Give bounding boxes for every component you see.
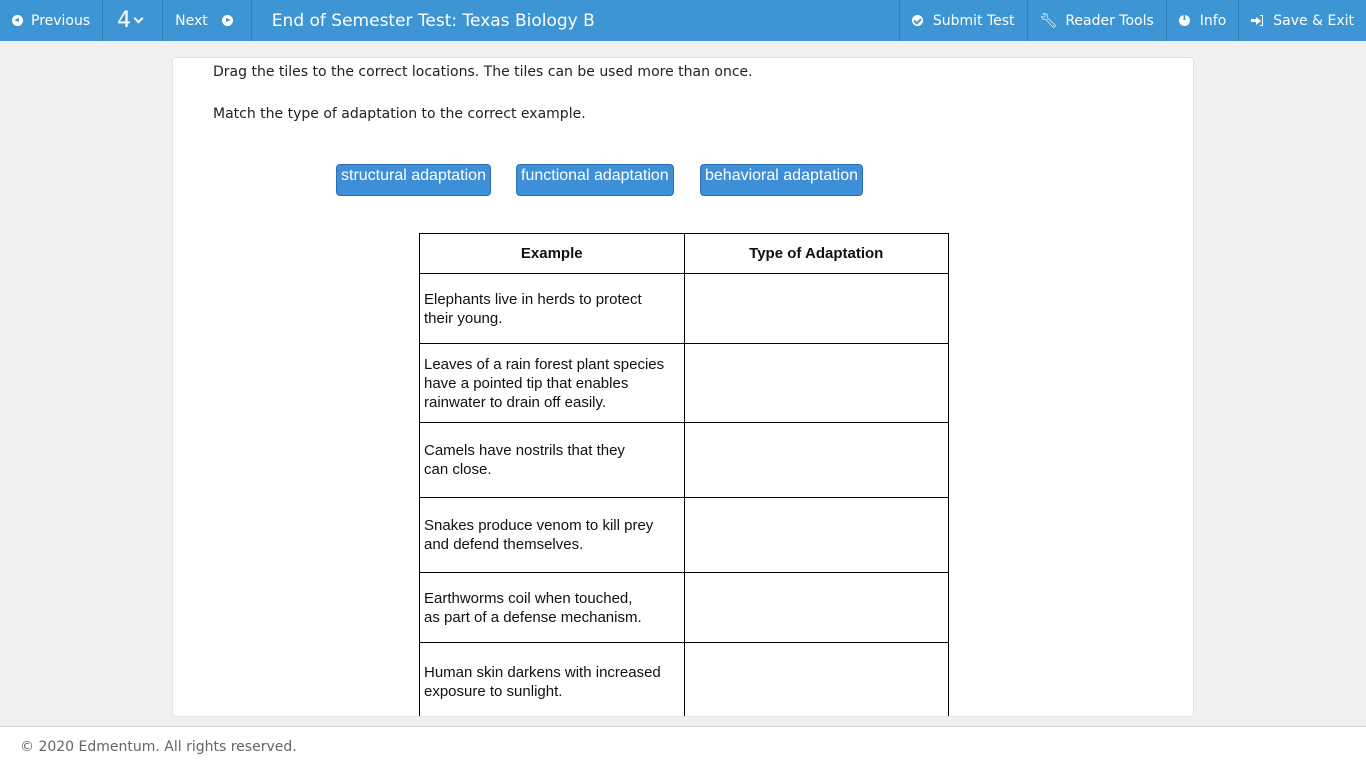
question-number: 4 <box>117 8 132 33</box>
header-type-of-adaptation: Type of Adaptation <box>684 234 949 274</box>
table-header-row <box>420 234 949 274</box>
example-line: Camels have nostrils that they <box>424 442 625 459</box>
next-button[interactable] <box>163 0 252 41</box>
drop-zone[interactable] <box>684 573 949 643</box>
previous-button[interactable] <box>0 0 103 41</box>
drop-zone[interactable] <box>684 274 949 344</box>
example-line: their young. <box>424 309 503 327</box>
submit-test-label: Submit Test <box>932 12 1015 29</box>
table-row <box>420 498 949 573</box>
question-panel <box>172 57 1194 717</box>
previous-label: Previous <box>31 12 91 29</box>
example-line: and defend themselves. <box>424 536 584 553</box>
copyright-text: © 2020 Edmentum. All rights reserved. <box>20 739 297 755</box>
example-cell <box>420 274 685 344</box>
check-circle-icon <box>912 15 923 26</box>
info-icon <box>1179 15 1190 26</box>
tile-functional-adaptation[interactable]: functional adaptation <box>516 164 674 196</box>
wrench-icon: 🔧︎ <box>1039 12 1058 29</box>
top-toolbar <box>0 0 1366 41</box>
example-cell <box>420 573 685 643</box>
arrow-circle-right-icon <box>222 15 233 26</box>
page-title: End of Semester Test: Texas Biology B <box>271 10 595 31</box>
reader-tools-button[interactable] <box>1028 0 1167 41</box>
submit-test-button[interactable] <box>899 0 1028 41</box>
question-number-dropdown[interactable] <box>103 0 163 41</box>
table-row <box>420 423 949 498</box>
chevron-down-icon <box>134 14 144 24</box>
save-exit-label: Save & Exit <box>1273 12 1354 29</box>
table-row <box>420 643 949 718</box>
example-line: have a pointed tip that enables <box>424 374 629 392</box>
table-row <box>420 344 949 423</box>
example-line: Leaves of a rain forest plant species <box>424 355 665 373</box>
reader-tools-label: Reader Tools <box>1065 12 1154 29</box>
matching-table <box>419 233 949 717</box>
arrow-circle-left-icon <box>12 15 23 26</box>
example-line: can close. <box>424 461 492 478</box>
header-example: Example <box>420 234 685 274</box>
drop-zone[interactable] <box>684 643 949 718</box>
example-cell <box>420 423 685 498</box>
example-line: Human skin darkens with increased <box>424 663 661 681</box>
info-label: Info <box>1199 12 1227 29</box>
drop-zone[interactable] <box>684 344 949 423</box>
example-line: Snakes produce venom to kill prey <box>424 517 654 534</box>
example-cell <box>420 643 685 718</box>
next-label: Next <box>175 12 208 29</box>
drop-zone[interactable] <box>684 423 949 498</box>
example-cell <box>420 344 685 423</box>
tile-behavioral-adaptation[interactable]: behavioral adaptation <box>700 164 863 196</box>
question-prompt: Match the type of adaptation to the correct example. <box>213 106 586 122</box>
table-row <box>420 274 949 344</box>
example-line: Earthworms coil when touched, <box>424 589 633 607</box>
example-cell <box>420 498 685 573</box>
example-line: as part of a defense mechanism. <box>424 608 642 626</box>
drop-zone[interactable] <box>684 498 949 573</box>
sign-in-icon <box>1251 15 1263 26</box>
save-exit-button[interactable] <box>1239 0 1366 41</box>
table-row <box>420 573 949 643</box>
example-line: Elephants live in herds to protect <box>424 290 642 308</box>
footer <box>0 726 1366 768</box>
tile-structural-adaptation[interactable]: structural adaptation <box>336 164 491 196</box>
info-button[interactable] <box>1167 0 1240 41</box>
example-line: exposure to sunlight. <box>424 682 563 700</box>
instruction-text: Drag the tiles to the correct locations. The tiles can be used more than once. <box>213 64 753 80</box>
example-line: rainwater to drain off easily. <box>424 393 607 411</box>
